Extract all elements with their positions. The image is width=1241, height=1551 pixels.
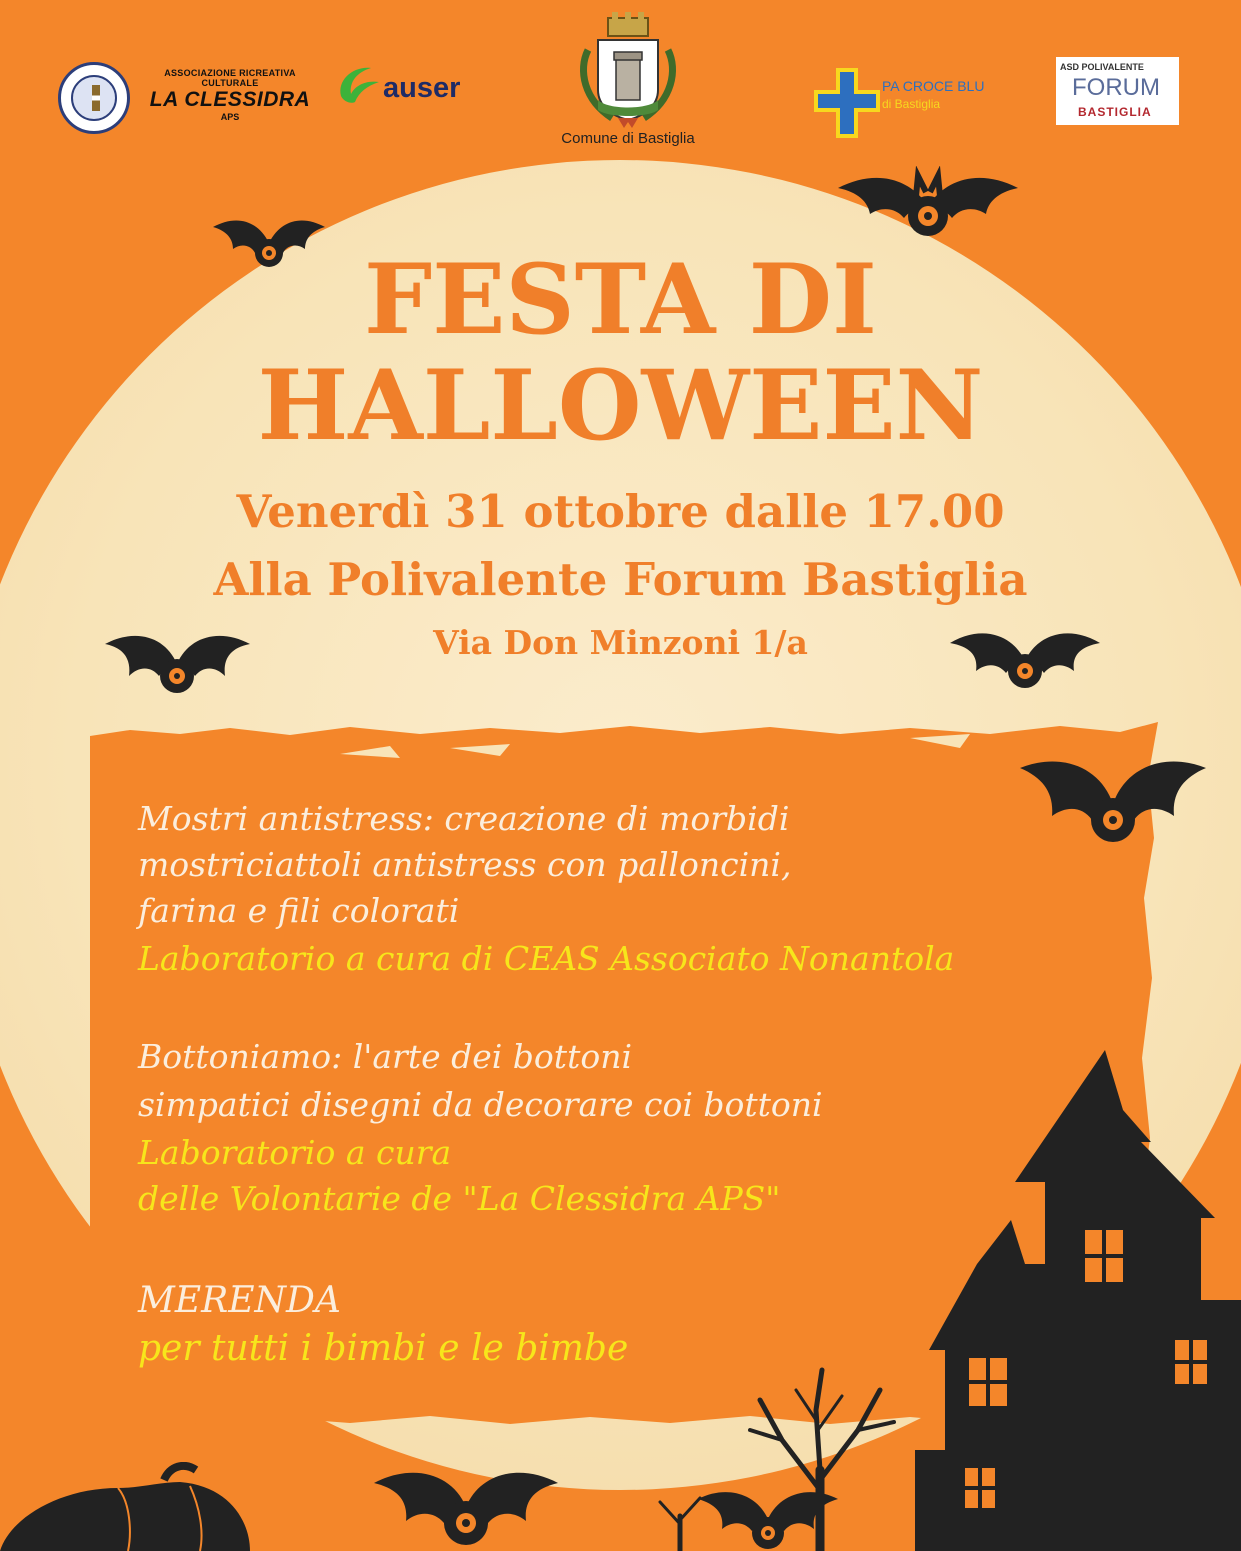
poster-title-line1: FESTA DI	[364, 243, 877, 356]
activity2-credit-line1: Laboratorio a cura	[138, 1133, 452, 1172]
merenda-title: MERENDA	[138, 1280, 341, 1321]
poster-title-line2: HALLOWEEN	[257, 349, 984, 462]
croce-blu-logo	[812, 64, 1042, 142]
event-venue: Alla Polivalente Forum Bastiglia	[213, 553, 1028, 606]
clessidra-logo-small: ASSOCIAZIONE RICREATIVA CULTURALE	[164, 68, 296, 88]
auser-logo-text: auser	[383, 72, 461, 104]
activity2-line1: Bottoniamo: l'arte dei bottoni	[138, 1037, 633, 1076]
activity1-line2: mostriciattoli antistress con palloncini,	[138, 845, 792, 884]
forum-logo-top: ASD POLIVALENTE	[1060, 62, 1144, 72]
auser-swoosh-icon	[335, 58, 385, 108]
activity1-line3: farina e fili colorati	[138, 891, 460, 930]
forum-logo	[1056, 57, 1179, 125]
activity2-line2: simpatici disegni da decorare coi bottoni	[138, 1085, 823, 1124]
bare-tree-icon	[640, 1490, 720, 1551]
bat-icon	[105, 628, 250, 700]
merenda-subtitle: per tutti i bimbi e le bimbe	[138, 1328, 629, 1369]
event-date: Venerdì 31 ottobre dalle 17.00	[236, 485, 1005, 538]
coat-of-arms-icon	[548, 10, 708, 130]
bat-icon	[374, 1463, 558, 1551]
event-address: Via Don Minzoni 1/a	[433, 623, 808, 662]
blue-cross-icon	[812, 64, 882, 142]
activity1-line1: Mostri antistress: creazione di morbidi	[138, 799, 790, 838]
activity2-credit-line2: delle Volontarie de "La Clessidra APS"	[138, 1179, 781, 1218]
croce-blu-name: PA CROCE BLU	[882, 78, 985, 94]
bat-icon	[950, 625, 1100, 697]
bat-icon	[838, 166, 1018, 246]
clessidra-logo-aps: APS	[220, 112, 240, 122]
croce-blu-place: di Bastiglia	[882, 97, 941, 111]
clessidra-seal-logo	[58, 62, 130, 134]
comune-logo	[548, 10, 708, 150]
comune-name: Comune di Bastiglia	[561, 130, 695, 147]
bat-icon	[213, 213, 325, 273]
pumpkin-icon	[0, 1462, 250, 1551]
haunted-house-icon	[915, 1050, 1241, 1551]
clessidra-logo-name: LA CLESSIDRA	[149, 88, 311, 111]
forum-logo-name: FORUM	[1072, 74, 1160, 101]
activity1-credit: Laboratorio a cura di CEAS Associato Nonantola	[138, 939, 955, 978]
forum-logo-place: BASTIGLIA	[1078, 105, 1152, 119]
clessidra-logo	[140, 68, 320, 122]
bare-tree-icon	[730, 1360, 910, 1551]
auser-logo	[335, 58, 485, 108]
bat-icon	[1020, 748, 1206, 858]
